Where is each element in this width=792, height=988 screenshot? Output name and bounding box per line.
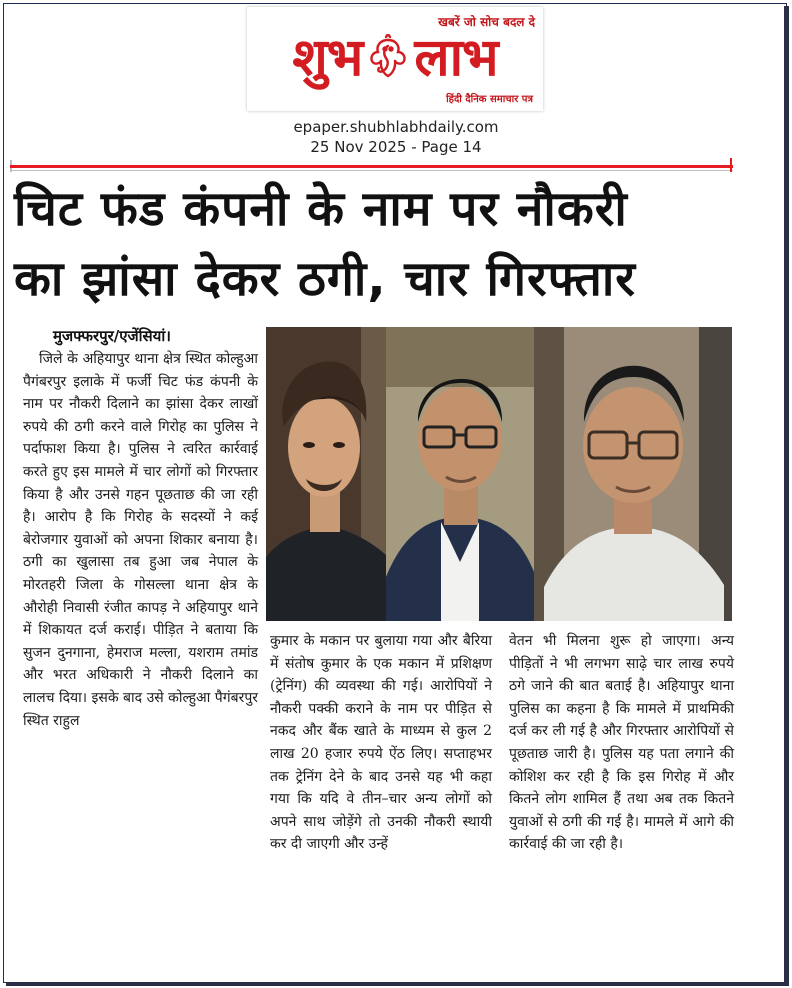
column-1-text: जिले के अहियापुर थाना क्षेत्र स्थित कोल्हुआ पैगंबरपुर इलाके में फर्जी चिट फंड कंपनी के नाम पर नौकरी दिलाने का झांसा देकर लाखों रुपये की ठगी करने वाले गिरोह का पुलिस ने पर्दाफाश किया है। पुलिस ने त्वरित कार्रवाई करते हुए इस मामले में चार लोगों को गिरफ्तार किया है और उनसे गहन पूछताछ की जा रही है। आरोप है कि गिरोह के सदस्यों ने कई बेरोजगार युवाओं को अपना शिकार बनाया है। ठगी का खुलासा तब हुआ जब नेपाल के मोरतहरी जिला के गोसल्ला थाना क्षेत्र के औरोही निवासी रंजीत कापड़ ने अहियापुर थाने में शिकायत दर्ज कराई। पीड़ित ने बताया कि सुजन दुनगाना, हेमराज मल्ला, यशराम तमांड और भरत अधिकारी ने नौकरी दिलाने का लालच दिया। इसके बाद उसे कोल्हुआ पैगंबरपुर स्थित राहुल [23, 351, 258, 729]
masthead-tagline: खबरें जो सोच बदल दे [438, 15, 535, 29]
accused-photo-3 [534, 327, 732, 621]
column-2-text: कुमार के मकान पर बुलाया गया और बैरिया में संतोष कुमार के एक मकान में प्रशिक्षण (ट्रेनिंग) की व्यवस्था की गई। आरोपियों ने नौकरी पक्की कराने के नाम पर पीड़ित से नकद और बैंक खाते के माध्यम से कुल 2 लाख 20 हजार रुपये ऐंठ लिए। सप्ताहभर तक ट्रेनिंग देने के बाद उनसे यह भी कहा गया कि यदि वे तीन–चार अन्य लोगों को अपने साथ जोड़ेंगे तो उनकी नौकरी स्थायी कर दी जाएगी और उन्हें [270, 633, 492, 853]
brand-word-right: लाभ [414, 28, 498, 88]
accused-photo-1 [266, 327, 386, 621]
headline-rule-red [10, 165, 733, 168]
headline-line-1: चिट फंड कंपनी के नाम पर नौकरी [14, 181, 628, 237]
article-column-3 [509, 630, 734, 856]
article-headline [14, 174, 734, 314]
column-3-text: वेतन भी मिलना शुरू हो जाएगा। अन्य पीड़ितों ने भी लगभग साढ़े चार लाख रुपये ठगे जाने की बात बताई है। अहियापुर थाना पुलिस का कहना है कि मामले में प्राथमिकी दर्ज कर ली गई है और गिरफ्तार आरोपियों से पूछताछ जारी है। पुलिस यह पता लगाने की कोशिश कर रही है कि इस गिरोह में और कितने लोग शामिल हैं तथा अब तक कितने युवाओं से ठगी की गई है। मामले में आगे की कार्रवाई की जा रही है। [509, 633, 734, 853]
person-photo-icon [534, 327, 732, 621]
accused-photo-2 [386, 327, 534, 621]
ganesh-icon [366, 34, 410, 82]
headline-rule-grey [10, 170, 733, 171]
person-photo-icon [266, 327, 386, 621]
article-column-1 [23, 348, 258, 732]
masthead-subtag: हिंदी दैनिक समाचार पत्र [446, 94, 533, 105]
headline-line-2: का झांसा देकर ठगी, चार गिरफ्तार [14, 251, 636, 307]
rule-tick-right [730, 158, 732, 172]
frame-shadow-bottom [6, 982, 789, 986]
person-photo-icon [386, 327, 534, 621]
article-column-2 [270, 630, 492, 856]
masthead-logo[interactable] [247, 7, 543, 111]
source-url[interactable]: epaper.shubhlabhdaily.com [293, 118, 499, 136]
issue-date-page: 25 Nov 2025 - Page 14 [310, 138, 482, 156]
brand-logo [253, 29, 537, 87]
article-dateline: मुजफ्फरपुर/एजेंसियां। [53, 327, 171, 345]
brand-word-left: शुभ [292, 28, 363, 88]
